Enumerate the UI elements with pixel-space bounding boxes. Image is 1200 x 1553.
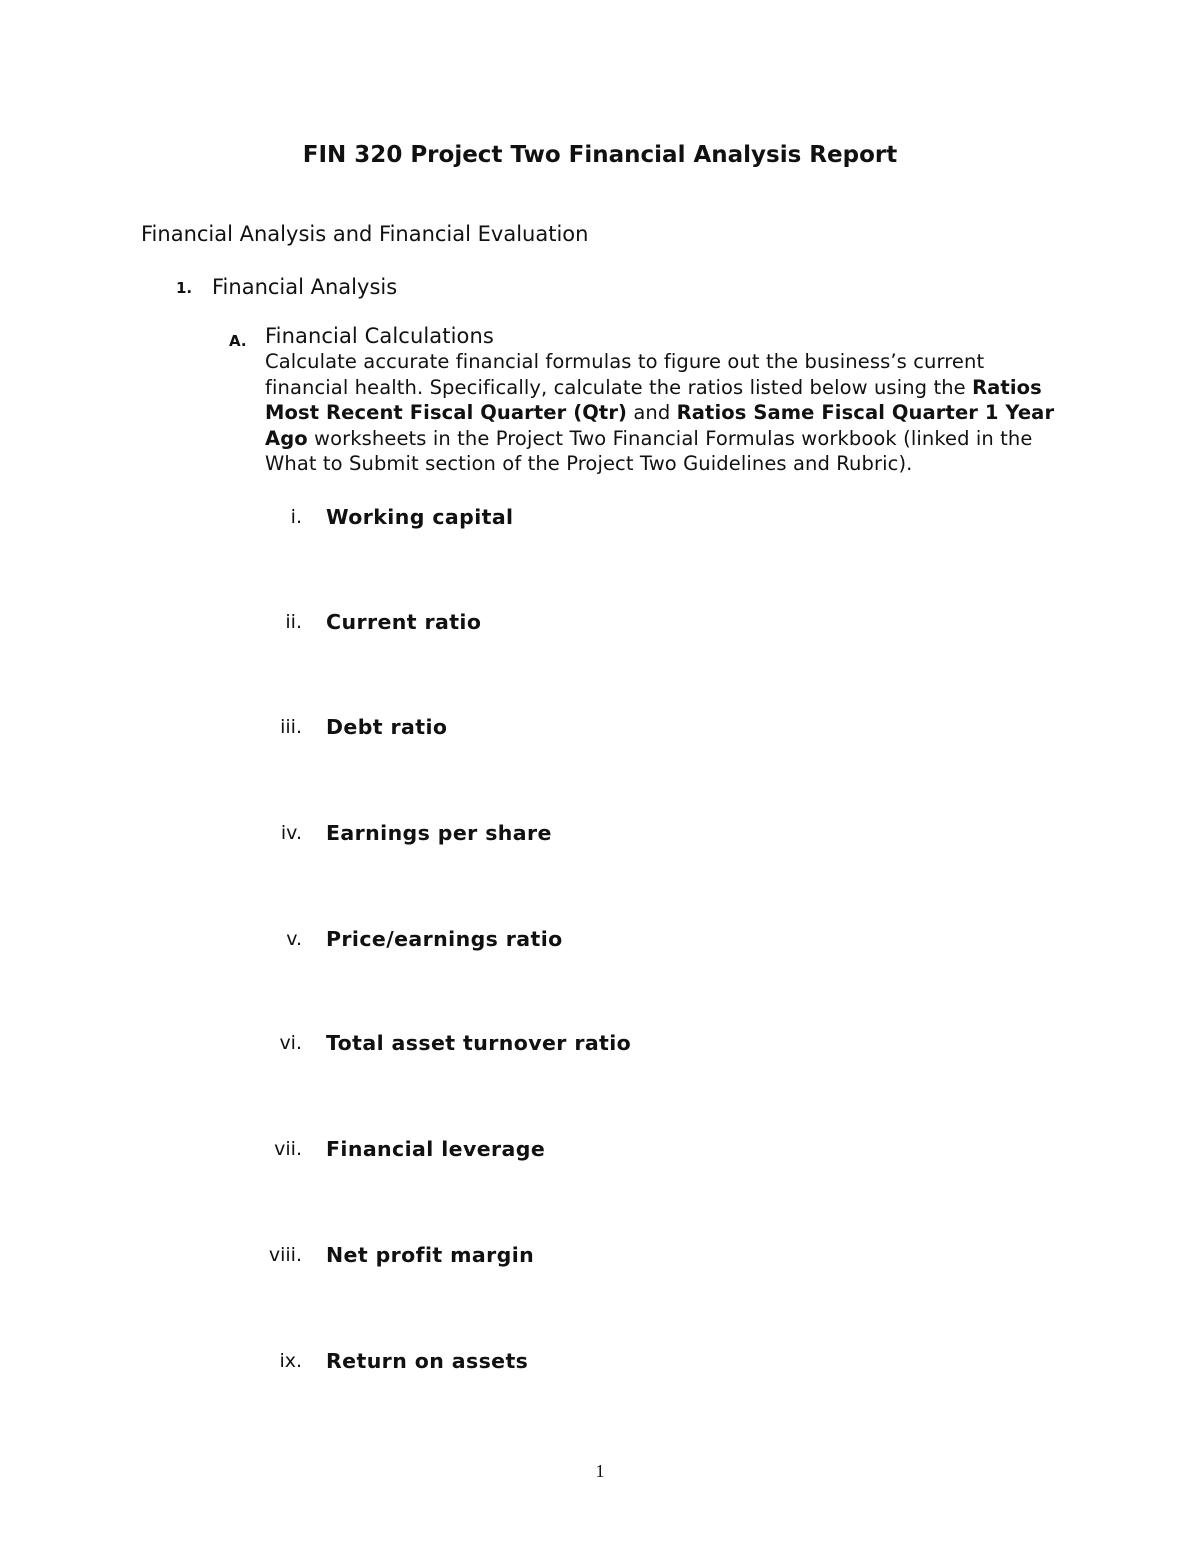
ratio-label: Debt ratio bbox=[326, 715, 448, 739]
worksheet-name-year-ago: Ratios Same Fiscal Quarter 1 Year Ago bbox=[265, 401, 1055, 450]
list-letter: A. bbox=[229, 332, 247, 350]
ratio-item bbox=[0, 1346, 1200, 1376]
list-item-label: Financial Analysis bbox=[212, 275, 398, 299]
roman-numeral: viii. bbox=[268, 1244, 302, 1266]
ratio-label: Current ratio bbox=[326, 610, 482, 634]
ratio-item bbox=[0, 607, 1200, 637]
ratio-item bbox=[0, 1240, 1200, 1270]
roman-numeral: ix. bbox=[279, 1350, 302, 1372]
instruction-text-2: and bbox=[627, 401, 677, 425]
subsection-heading: Financial Calculations bbox=[265, 324, 494, 348]
list-item-financial-analysis bbox=[141, 272, 1041, 302]
ratio-label: Net profit margin bbox=[326, 1243, 535, 1267]
worksheet-name-recent: Ratios Most Recent Fiscal Quarter (Qtr) bbox=[265, 375, 1042, 425]
ratio-label: Total asset turnover ratio bbox=[326, 1031, 632, 1055]
ratio-label: Earnings per share bbox=[326, 821, 552, 845]
roman-numeral: iii. bbox=[280, 716, 302, 738]
document-title: FIN 320 Project Two Financial Analysis Report bbox=[302, 142, 898, 168]
list-number: 1. bbox=[176, 279, 193, 297]
ratio-item bbox=[0, 924, 1200, 954]
ratio-item bbox=[0, 712, 1200, 742]
ratio-item bbox=[0, 818, 1200, 848]
ratio-item bbox=[0, 1134, 1200, 1164]
ratio-label: Price/earnings ratio bbox=[326, 927, 563, 951]
ratio-label: Return on assets bbox=[326, 1349, 529, 1373]
roman-numeral: ii. bbox=[285, 611, 302, 633]
instruction-text-1: Calculate accurate financial formulas to figure out the business’s current financial health. Specifically, calculate the ratios listed below using the bbox=[265, 350, 985, 399]
ratio-label: Working capital bbox=[326, 505, 514, 529]
ratio-label: Financial leverage bbox=[326, 1137, 546, 1161]
roman-numeral: i. bbox=[290, 506, 302, 528]
page-number: 1 bbox=[595, 1461, 605, 1481]
roman-numeral: v. bbox=[286, 928, 302, 950]
ratio-item bbox=[0, 1028, 1200, 1058]
ratio-item bbox=[0, 502, 1200, 532]
roman-numeral: vi. bbox=[279, 1032, 302, 1054]
instruction-text-3: worksheets in the Project Two Financial Formulas workbook (linked in the What to Submit section of the Project Two Guidelines and Rubric). bbox=[265, 426, 1033, 476]
roman-numeral: iv. bbox=[280, 822, 302, 844]
section-heading: Financial Analysis and Financial Evaluation bbox=[141, 222, 589, 246]
roman-numeral: vii. bbox=[274, 1138, 302, 1160]
financial-calculations-block bbox=[265, 324, 1065, 476]
